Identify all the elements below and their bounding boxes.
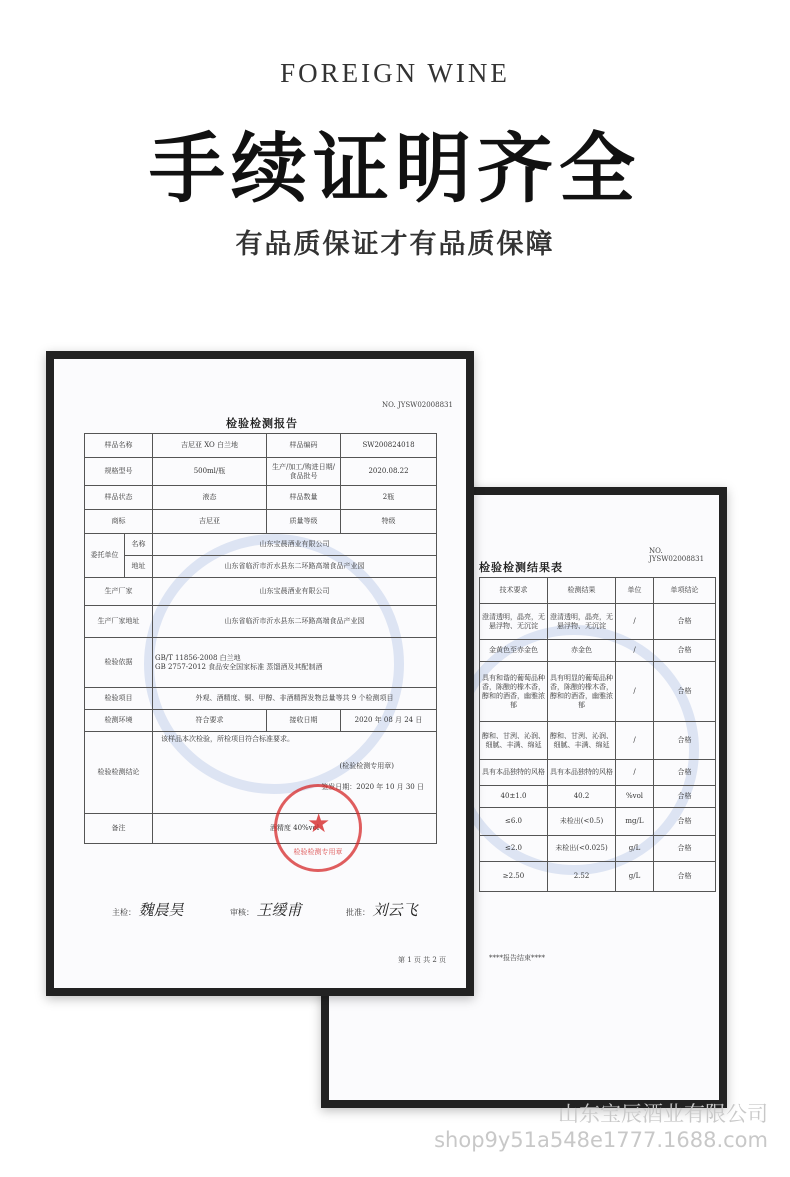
seal-label: (检验检测专用章)	[339, 762, 394, 770]
value-cell: 2瓶	[341, 486, 437, 510]
watermark-shop: shop9y51a548e1777.1688.com	[434, 1128, 768, 1152]
report-front-page	[54, 359, 466, 988]
conclusion-text: 该样品本次检验，所检项目符合标准要求。	[161, 735, 294, 743]
results-cell: g/L	[616, 836, 654, 862]
results-header-cell: 单位	[616, 578, 654, 604]
results-cell: 合格	[654, 640, 716, 662]
results-cell: 醇和、甘洌、沁润、细腻、丰满、绵延	[548, 722, 616, 760]
results-cell: 未检出(<0.5)	[548, 808, 616, 836]
label-cell: 生产/加工/购进日期/食品批号	[267, 458, 341, 486]
results-cell: 合格	[654, 662, 716, 722]
back-doc-number: NO. JYSW02008831	[649, 547, 705, 563]
results-cell: /	[616, 604, 654, 640]
table-row	[480, 604, 716, 640]
label-cell: 备注	[85, 814, 153, 844]
results-table	[479, 577, 716, 892]
label-cell: 检验检测结论	[85, 732, 153, 814]
results-cell: 合格	[654, 836, 716, 862]
front-doc-title: 检验检测报告	[226, 417, 298, 430]
label-cell: 样品编码	[267, 434, 341, 458]
results-cell: 合格	[654, 808, 716, 836]
value-cell: 外观、酒精度、铜、甲醇、非酒精挥发物总量等共 9 个检测项目	[153, 688, 437, 710]
results-cell: /	[616, 640, 654, 662]
table-row	[480, 862, 716, 892]
review-label: 审核：	[230, 908, 254, 917]
label-cell: 生产厂家地址	[85, 606, 153, 638]
value-cell: 吉尼亚	[153, 510, 267, 534]
table-row	[480, 808, 716, 836]
results-cell: ≤6.0	[480, 808, 548, 836]
table-row	[480, 760, 716, 786]
label-cell: 接收日期	[267, 710, 341, 732]
header-en-title: FOREIGN WINE	[280, 58, 510, 88]
results-cell: 澄清透明，晶亮，无悬浮物、无沉淀	[480, 604, 548, 640]
table-row	[480, 662, 716, 722]
signature-approve	[346, 899, 418, 920]
page-number: 第 1 页 共 2 页	[398, 956, 447, 964]
results-cell: 未检出(<0.025)	[548, 836, 616, 862]
value-cell: 液态	[153, 486, 267, 510]
label-cell: 地址	[125, 556, 153, 578]
approve-label: 批准：	[346, 908, 370, 917]
results-header-cell: 技术要求	[480, 578, 548, 604]
header-subtitle: 有品质保证才有品质保障	[235, 229, 555, 260]
approve-signature: 刘云飞	[372, 901, 418, 919]
label-cell: 规格型号	[85, 458, 153, 486]
header-cn-title: 手续证明齐全	[149, 124, 641, 213]
value-cell: 2020 年 08 月 24 日	[341, 710, 437, 732]
results-cell: 合格	[654, 760, 716, 786]
results-header-cell: 单项结论	[654, 578, 716, 604]
chief-label: 主检：	[112, 908, 136, 917]
back-doc-title: 检验检测结果表	[479, 561, 563, 574]
table-row	[480, 786, 716, 808]
results-header-cell: 检测结果	[548, 578, 616, 604]
value-cell: 吉尼亚 XO 白兰地	[153, 434, 267, 458]
front-doc-number: NO. JYSW02008831	[382, 401, 453, 409]
issue-date: 签发日期：2020 年 10 月 30 日	[321, 783, 424, 791]
results-cell: 合格	[654, 604, 716, 640]
results-cell: /	[616, 760, 654, 786]
results-cell: 澄清透明，晶亮，无悬浮物、无沉淀	[548, 604, 616, 640]
results-cell: 醇和、甘洌、沁润、细腻、丰满、绵延	[480, 722, 548, 760]
review-signature: 王缓甫	[256, 901, 302, 919]
table-row	[480, 836, 716, 862]
results-header-row	[480, 578, 716, 604]
results-cell: 40±1.0	[480, 786, 548, 808]
results-cell: %vol	[616, 786, 654, 808]
results-cell: 2.52	[548, 862, 616, 892]
results-cell: /	[616, 662, 654, 722]
results-cell: /	[616, 722, 654, 760]
label-cell: 样品状态	[85, 486, 153, 510]
value-cell: 山东宝晨酒业有限公司	[153, 534, 437, 556]
results-cell: 合格	[654, 862, 716, 892]
results-cell: 具有明显的葡萄品种香，陈酿的橡木香，醇和的酒香，幽雅浓郁	[548, 662, 616, 722]
results-cell: 金黄色至赤金色	[480, 640, 548, 662]
results-cell: 具有本品独特的风格	[480, 760, 548, 786]
basis-line: GB 2757-2012 食品安全国家标准 蒸馏酒及其配制酒	[155, 662, 323, 671]
results-cell: 合格	[654, 722, 716, 760]
report-info-table	[84, 433, 437, 844]
results-cell: 40.2	[548, 786, 616, 808]
value-cell: 酒精度 40%vol	[153, 814, 437, 844]
label-cell: 检验项目	[85, 688, 153, 710]
results-cell: 合格	[654, 786, 716, 808]
results-cell: g/L	[616, 862, 654, 892]
value-cell: 山东省临沂市沂水县东二环路高端食品产业园	[153, 606, 437, 638]
label-cell: 名称	[125, 534, 153, 556]
results-cell: 具有和谐的葡萄品种香，陈酿的橡木香，醇和的酒香，幽雅浓郁	[480, 662, 548, 722]
results-cell: mg/L	[616, 808, 654, 836]
table-row	[480, 722, 716, 760]
label-cell: 样品名称	[85, 434, 153, 458]
signature-chief	[112, 899, 184, 920]
label-cell: 样品数量	[267, 486, 341, 510]
value-cell: SW200824018	[341, 434, 437, 458]
red-seal-icon	[274, 784, 362, 872]
chief-signature: 魏晨昊	[138, 901, 184, 919]
label-cell: 生产厂家	[85, 578, 153, 606]
results-cell: 具有本品独特的风格	[548, 760, 616, 786]
label-cell: 商标	[85, 510, 153, 534]
value-cell: 特级	[341, 510, 437, 534]
watermark-company: 山东宝辰酒业有限公司	[558, 1102, 768, 1126]
label-cell: 质量等级	[267, 510, 341, 534]
label-cell: 检测环境	[85, 710, 153, 732]
basis-line: GB/T 11856-2008 白兰地	[155, 653, 241, 662]
value-cell: 2020.08.22	[341, 458, 437, 486]
results-cell: 赤金色	[548, 640, 616, 662]
value-cell: 符合要求	[153, 710, 267, 732]
signature-review	[230, 899, 302, 920]
results-cell: ≤2.0	[480, 836, 548, 862]
label-cell: 检验依据	[85, 638, 153, 688]
seal-star-icon: ★	[307, 809, 331, 839]
basis-cell	[153, 638, 437, 688]
back-end-text: ****报告结束****	[489, 954, 545, 962]
value-cell: 山东省临沂市沂水县东二环路高端食品产业园	[153, 556, 437, 578]
red-seal-text: 检验检测专用章	[293, 848, 343, 856]
value-cell: 山东宝晨酒业有限公司	[153, 578, 437, 606]
label-cell: 委托单位	[85, 534, 125, 578]
table-row	[480, 640, 716, 662]
value-cell: 500ml/瓶	[153, 458, 267, 486]
report-front-frame	[46, 351, 474, 996]
results-cell: ≥2.50	[480, 862, 548, 892]
